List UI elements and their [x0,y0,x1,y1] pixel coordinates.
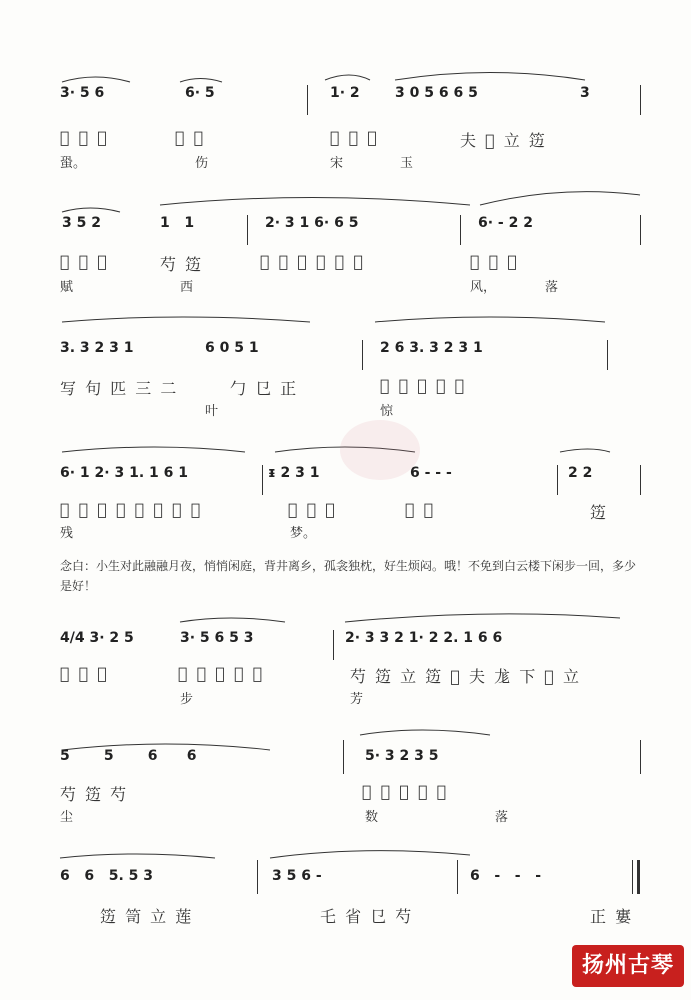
note-group: 3 0 5 6 6 5 [395,85,478,101]
lyric: 蛩。 [60,156,87,171]
note-group: 1· 2 [330,85,360,101]
tab-group: 𪰄 夫 芍 [60,128,109,147]
note-group: 6· 5 [185,85,215,101]
lyric: 玉 [400,156,414,171]
note-group: 3 [580,85,590,101]
tab-group: 𪰄 夫 𪰄 [330,128,379,147]
lyric: 伤 [195,156,209,171]
tab-group: 𪰄 圣 [175,128,206,147]
lyric: 宋 [330,156,344,171]
note-group: 3· 5 6 [60,85,105,101]
spoken-dialogue: 念白：小生对此融融月夜，悄悄闲庭，背井离乡，孤衾独枕，好生烦闷。哦！不免到白云楼下闲步一回，多少是好！ [60,559,637,593]
yangzhou-guqin-logo: 扬州古琴 [572,945,684,987]
page-stain [340,420,420,480]
tab-group: 夫 𪰄 立 笾 [460,131,547,150]
